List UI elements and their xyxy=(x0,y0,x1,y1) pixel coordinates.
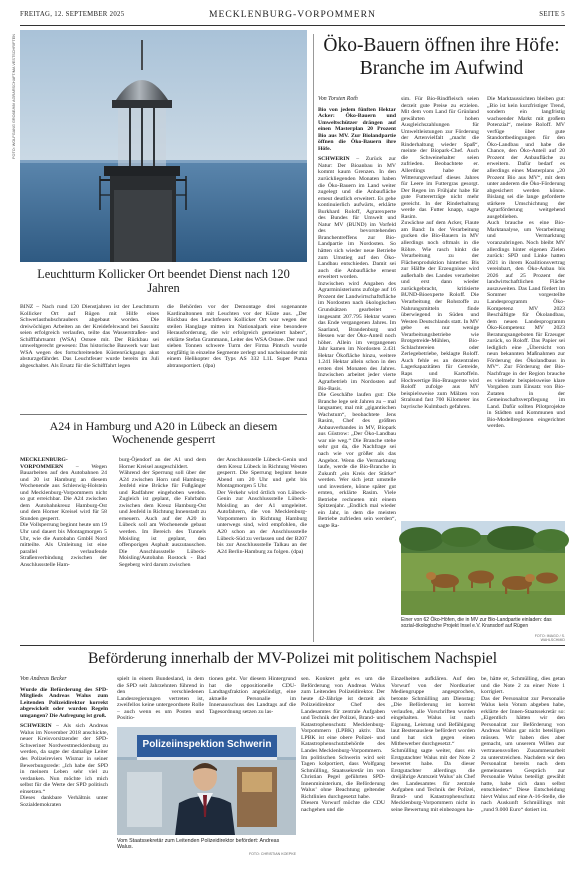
oeko-lead: Bio von jedem fünften Hektar Acker: Öko-Bauern und Umweltschützer drängen auf einen Masterplan 20 Prozent Bio aus MV. Zur Biolandpartie öffnen die Öko-Bauern ihre Höfe. xyxy=(318,106,396,152)
police-station-sign: Polizeiinspektion Schwerin xyxy=(142,739,272,750)
a24-col1-body: – Wegen Bauarbeiten auf den Autobahnen 24 und 20 ist Hamburg an diesem Wochenende aus Schleswig-Holstein und Mecklenburg-Vorpommern nicht so gut erreichbar. Die A24 zwischen dem Autobahnkreuz Hamburg-Ost und dem Horner Kreisel wird für 58 Stunden gesperrt. Die Vollsperrung beginnt heute um 19 Uhr und dauert bis Montagmorgen 5 Uhr, wie die Autobahn GmbH Nord mitteilte. Als Umleitung ist eine parallel verlaufende Straßenverbindung zwischen der Anschlussstelle Ham- xyxy=(20,463,107,568)
oeko-col1-body: – Zurück zur Natur: Der Bioanbau in MV kommt kaum Grenzen. In den zurückliegenden Monaten haben die Öko-Bauern im Land weiter zugelegt und die Anbaufläche erneut deutlich erweitert. Es gehe kontinuierlich aufwärts, erklärte Burkhard Roloff, Agrarexperte des Bundes für Umwelt und Natur MV (BUND) im Vorfeld des bevorstehenden Branchentreffens zur Bio-Landpartie im Nordosten. So hätten sich wieder neue Betriebe zum Umstieg auf den Öko-Landbau entschieden. Damit sei auch die Anbaufläche erneut erweitert worden. Inzwischen wird Angaben des Agrarministeriums zufolge auf 16 Prozent der Landwirtschaftsfläche im Nordosten nach ökologischen Grundsätzen gearbeitet – insgesamt 207.795 Hektar waren das Ende vergangenen Jahres. Im Saarland, Brandenburg und Hessen war der Öko-Anteil noch höher. Allein im vergangenen Jahr kamen im Nordosten 2.431 Hektar Ökofläche hinzu, weitere 1.241 Hektar allein schon in den ersten drei Monaten des Jahres. Inzwischen arbeitet jeder vierte Agrarbetrieb im Nordosten auf Bio-Basis. Die Geschäfte laufen gut: Die Branche lege seit Jahren zu – mal langsamer, mal mit „gigantischen Wachstum“, beobachtete Jens Rasim, Chef des größten Anbauverbandes in MV, Biopark aus Güstrow: „Der Öko-Landbau war nie weg.“ Die Branche stehe sehr gut da, die Nachfrage sei nach wie vor größer als das Angebot. Wenn die Vermarktung laufe, werde die Bio-Branche in Zukunft „ein Kreis der Stärke“ werden. Wer sich jetzt umstelle und investiere, könne später gut ernten, erklärte Rasim. Viele Betriebe rechneten mit einem Spitzenjahr. „Endlich mal wieder ein Jahr, in dem die meisten Betriebe zufrieden sein werden“, sagte Ra- xyxy=(318,156,397,529)
header-rule xyxy=(20,25,565,26)
polizei-text-col3: tionen geht. Vor diesem Hintergrund hat die oppositionelle CDU-Landtagsfraktion angekündigt, eine aktuelle Personalie im Innenausschuss des Landtags auf die Tagesordnung setzen zu las- xyxy=(209,676,296,715)
a24-headline: A24 in Hamburg und A20 in Lübeck an diesem Wochenende gesperrt xyxy=(49,419,278,447)
polizei-text-col2: spielt in einem Bundesland, in dem die SPD seit Jahrzehnten führend in den verschiedenen Landesregierungen vertreten ist, zweifellos keine untergeordnete Rolle – auch wenn es um Posten und Positio- xyxy=(117,676,204,722)
polizei-author: Von Andreas Becker xyxy=(20,676,67,682)
lighthouse-headline: Leuchtturm Kollicker Ort beendet Dienst nach 120 Jahren xyxy=(37,267,290,295)
polizei-text-col5: Einzelheiten aufklären. Auf den Vorwurf von der Nordkurier Mediengruppe angesprochen, betonte Schmülling am Dienstag: „Die Beförderung ist korrekt verlaufen, alle Vorschriften wurden eingehalten. Walus ist nach Eignung, Leistung und Befähigung laut Bestenauslese befördert worden und hat sich gegen einen Mitbewerber durchgesetzt.“ Schmülling sagte weiter, dass ein Erstgutachter Walus mit der Note 2 bewertet habe. Da dieser Erstgutachter allerdings die dreijährige Amtszeit Walus’ als Chef des Landesamtes für zentrale Aufgaben und Technik der Polizei, Brand- und Katastrophenschutz Mecklenburg-Vorpommern nicht in seine Bewertung mit einbezogen ha- xyxy=(391,676,475,813)
issue-date: FREITAG, 12. SEPTEMBER 2025 xyxy=(20,11,125,18)
page-header xyxy=(20,8,565,22)
oeko-text-col2: sim. Für Bio-Rindfleisch seien derzeit gute Preise zu erzielen. Mit dem vom Land für Grünland gewährten hohen Ausgleichszahlungen für Umweltleistungen zur Förderung der Artenvielfalt „macht die Rinderhaltung wieder Spaß“, meinte der Biopark-Chef. Auch die Schweinehalter seien zufrieden. Beobachtete er. Allerdings habe der Witterungsverlauf dieses Jahres für Leere im Futtergras gesorgt. Der Regen im Frühjahr habe für gute Futtererträge nicht mehr gereicht. In der Rinderhaltung werde das Futter knapp, sagte Rasim. Zuwächse auf dem Acker, Flaute am Band: In der Verarbeitung gucken die Bio-Bauern in MV allerdings noch oftmals in die Röhre. Wie rasch hinkt die Verarbeitung zu der Flächenproduktion hinterher. Bis zur Hälfte der Erzeugnisse wird außerhalb des Landes verarbeitet und erst dann wieder zurückgebracht, kritisierte BUND-Bioexperte Roloff. Die Verarbeitung der Rohstoffe zu Nahrungsmitteln finde überwiegend in Süden und Westen Deutschlands statt. In MV gebe es nur wenige Verarbeitungsbetriebe wie Brotgetreide-Mühlen, Bio-Schlachtereien oder Zerlegebetriebe, beklagte Roloff. Auch fehle es an dezentralen Lagerkapazitäten für Getreide, Raps und Kartoffeln. Hochwertige Bio-Braugerste wird Roloff zufolge aus MV beispielsweise zum Mälzen von Stralsund fast 700 Kilometer ins bayrische Kulmbach gefahren. xyxy=(401,96,479,410)
oeko-photo-credit: FOTO: IMAGO / S. WAHLSCHMID xyxy=(534,634,565,642)
oeko-headline: Öko-Bauern öffnen ihre Höfe: Branche im Aufwind xyxy=(323,35,560,79)
polizei-text-col4: sen. Konkret geht es um die Beförderung von Andreas Walus zum Leitenden Polizeidirektor. Der heute 42-Jährige ist derzeit als Polizeidirektor Chef des Landesamtes für zentrale Aufgaben und Technik der Polizei, Brand- und Katastrophenschutz Mecklenburg-Vorpommern (LPBK) aktiv. Das LPBK ist eine obere Polizei- und Katastrophenschutzbehörde des Landes Mecklenburg-Vorpommern. Im politischen Schwerin wird seit Tagen kolportiert, dass Wolfgang Schmülling, Staatssekretär im von Christian Pegel geführten SPD-Innenministerium, die Beförderung Walus’ ohne Beachtung geltender Richtlinien durchgesetzt habe. Diesem Vorwurf möchte die CDU nachgehen und die xyxy=(301,676,385,813)
polizei-col1-body: – Als sich Andreas Walus im November 2018 anschickte, neuer Kreisvorsitzender der SPD-Schweriner Nordwestmecklenburg zu werden, da sagte der damalige Leiter des Polizeireviers Wismar in seiner Bewerbungsrede: „Ich habe der SPD in meinem Leben sehr viel zu verdanken. Nun möchte ich mich selbst für die Werte der SPD politisch einsetzen.“ Dieses dankbare Verhältnis unter Sozialdemokraten xyxy=(20,723,109,808)
oeko-text-col3: Die Marktaussichten bleiben gut: „Bio ist kein kurzfristiger Trend, sondern ein langfristig wachsender Markt mit großem Potenzial“, meinte Roloff. MV verfüge über gute Standortbedingungen für den Öko-Landbau und habe die Chance, den Öko-Anteil auf 20 Prozent der Anbaufläche zu erweitern. Dafür bedarf es allerdings eines Masterplans „20 Prozent Bio aus MV“, mit dem unter anderem die Öko-Förderung abgesichert werden könne. Bislang sei die lange geforderte stärkere Umschichtung der Agrarförderung weitgehend ausgeblieben. Auch brauche es eine Bio-Marktanalyse, um Verarbeitung und Vermarktung voranzubringen. Noch bleibt MV allerdings hinter eigenen Zielen zurück: SPD und Linke hatten 2021 in ihrem Koalitionsvertrag vereinbart, den Öko-Anbau bis 2026 auf 25 Prozent der landwirtschaftlichen Fläche auszuweiten. Das Land fördert im Sommer vorgestellte Landesprogramm Öko-Kompetenz MV 2023 Beschäftigte für Ökolandbau, dem neuen Landesprogramm Öko-Kompetenz MV 2023 Beratungsangeboten für Erzeuger zurück, so Roloff. Das Papier sei lediglich eine „Übersicht von neun bekannten Maßnahmen zur Förderung des Ökolandbaus in MV“. Zur Förderung der Bio-Nachfrage in der Region brauche es vielmehr beispielsweise klare Vorgaben zum Einsatz von Bio-Zutaten in der Gemeinschaftsverpflegung im Land. Dafür sollten Pilotprojekte in Städten und Kommunen und Bio-Modellregionen eingerichtet werden. xyxy=(487,96,565,430)
a24-dateline: MECKLENBURG-VORPOMMERN xyxy=(20,457,68,470)
polizei-text-col6: be, hätte er, Schmülling, dies getan und die Note 2 zu einer Note 1 korrigiert. Das der Personalrat zur Personalie Walus kein Votum abgeben habe, erklärte der Innen-Staatssekretär so: „Eigentlich hätten wir den Personalrat zur Beförderung von Andreas Walus gar nicht beteiligen müssen. Wir haben dies aber gemacht, um unserem Willen zur vertrauensvollen Zusammenarbeit zu unterstreichen. Nachdem wir den Personalrat bereits nach dem gemeinsamen Gespräch zur Personalie Walus beteiligt gewählt hatte, habe sich dann selbst entschieden.“ Diese Entscheidung hievt Walus auf eine A-16-Stelle, die nach Auskunft Schmüllings mit „rund 9.000 Euro“ dotiert ist. xyxy=(481,676,565,813)
polizei-photo xyxy=(117,727,296,835)
oeko-dateline: SCHWERIN xyxy=(318,156,350,163)
oeko-author: Von Torsten Roth xyxy=(318,96,358,102)
section-title: MECKLENBURG-VORPOMMERN xyxy=(209,9,376,20)
polizei-lead: Wurde die Beförderung des SPD-Mitglieds Andreas Walus zum Leitenden Polizeidirektor korrekt abgewickelt oder wurden Regeln umgangen? Die Aufregung ist groß. xyxy=(20,686,108,719)
section-rule xyxy=(20,645,565,646)
polizei-photo-credit: FOTO: CHRISTIAN KOEPKE xyxy=(248,852,296,856)
page-number: SEITE 5 xyxy=(539,11,565,18)
lighthouse-photo-credit: FOTO: WOLFGANG GROßE/MV AGRARSCHAFT/MA VESTSCHRIFTEN xyxy=(12,34,16,159)
oeko-text-col1 xyxy=(318,96,397,529)
oeko-photo xyxy=(401,521,565,615)
a24-text-col2: burg-Öjendorf an der A1 und dem Horner Kreisel ausgeschildert. Während der Sperrung soll über der A24 zwischen Horn und Hamburg-Jenfeld eine Brücke für Fußgänger und Radfahrer eingehoben werden. Zugleich ist geplant, die Fahrbahn zwischen dem Kreuz Hamburg-Ost und Jenfeld in Richtung Innenstadt zu erneuern. Auch auf der A20 in Lübeck soll am Wochenende gebaut werden. Im Bereich des Tunnels Moisling ist geplant, den offenporigen Asphalt auszutauschen. Die Anschlussstelle Lübeck-Moisling/Autobahn Rostock - Bad Segeberg wird darum zwischen xyxy=(119,457,206,568)
a24-text-col1 xyxy=(20,457,107,638)
polizei-dateline: SCHWERIN xyxy=(20,723,52,730)
lighthouse-text-col1: BINZ – Nach rund 120 Dienstjahren ist der Leuchtturm Kollicker Ort auf Rügen mit Hilfe eines Schwerlasthubschraubers abgebaut worden. Die dreiwöchigen Arbeiten an der Kreidefelswand bei Sassnitz seien erfolgreich verlaufen, teilte das Wasserstraßen- und Schifffahrtsamt (WSA) Ostsee mit. Der Rückbau sei umweltgerecht gewesen: Das historische Bauwerk war laut WSA wegen des fortschreitenden Küstenrückgangs akut absturzgefährdet. Das Leuchtfeuer wurde bereits im Juli abgeschaltet. Als Ersatz für die Schifffahrt legen xyxy=(20,304,159,369)
polizei-photo-caption: Vom Staatssekretär zum Leitenden Polizeidirektor befördert: Andreas Walus. xyxy=(117,838,280,851)
lighthouse-photo xyxy=(20,30,307,262)
polizei-text-col1 xyxy=(20,676,108,856)
polizei-headline: Beförderung innerhalb der MV-Polizei mit politischem Nachspiel xyxy=(87,650,498,667)
divider xyxy=(20,414,307,415)
column-divider xyxy=(313,34,314,642)
oeko-photo-caption: Einer von 62 Öko-Höfen, die in MV zur Bio-Landpartie einladen: das sozial-ökologische Projekt Insel e.V. Kransdorf auf Rügen xyxy=(401,617,552,629)
a24-text-col3: der Anschlussstelle Lübeck-Genin und dem Kreuz Lübeck in Richtung Westen gesperrt. Die Sperrung beginnt heute Abend um 20 Uhr und geht bis Montagmorgen 5 Uhr. Der Verkehr wird örtlich von Lübeck-Genin zur Anschlussstelle Lübeck-Moisling an der A1 umgeleitet. Autofahrern, die von Mecklenburg-Vorpommern in Richtung Hamburg unterwegs sind, wird empfohlen, die A20 schon an der Anschlussstelle Lübeck-Süd zu verlassen und der B207 bis zur Anschlussstelle Talkau an der A24 Berlin-Hamburg zu folgen. (dpa) xyxy=(217,457,307,555)
lighthouse-text-col2: die Behörden vor der Demontage drei sogenannte Kardinaltonnen mit Leuchten vor der Küste aus. „Der Rückbau des Leuchtfeuers Kollicker Ort war wegen der steilen Hanglage mitten im Nationalpark eine besondere Herausforderung, die wir erfolgreich gemeistert haben“, erklärte Stefan Grammann, Leiter des WSA Ostsee. Der rund sieben Tonnen schwere Turm der Firma Pintsch wurde sorgfältig in einzelne Segmente zerlegt und nacheinander mit einem Helikopter des Typs AS 332 L1L Super Puma abtransportiert. (dpa) xyxy=(167,304,307,369)
